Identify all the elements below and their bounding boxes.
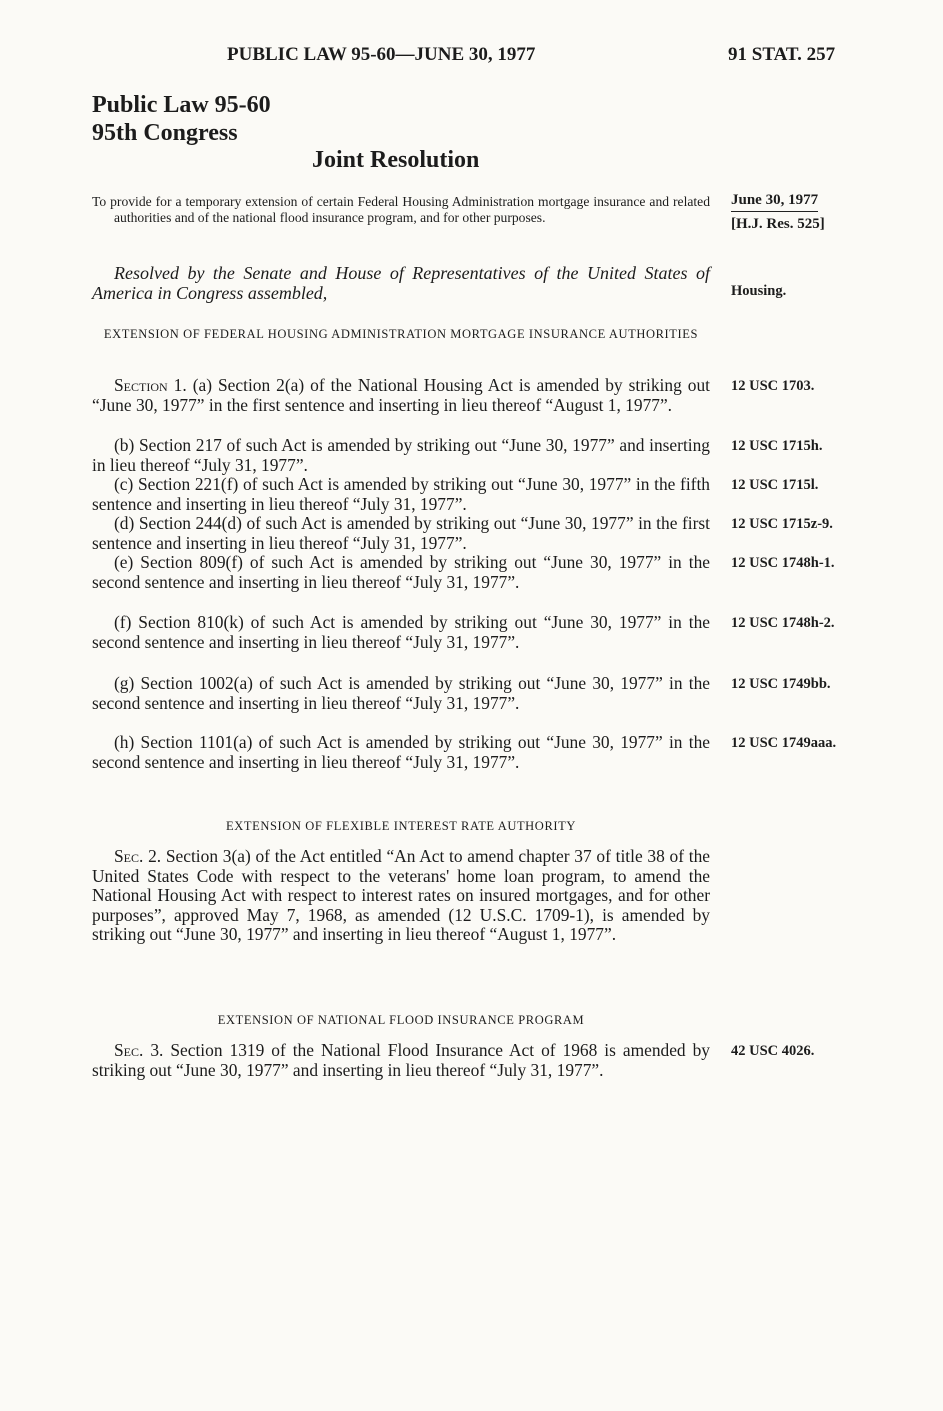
section-text: (d) Section 244(d) of such Act is amended by striking out “June 30, 1977” in the first sentence and inserting in lieu thereof “July 31, 1977”. bbox=[92, 513, 710, 553]
paragraph bbox=[92, 1041, 710, 1080]
paragraph-text bbox=[92, 733, 710, 772]
paragraph bbox=[92, 475, 710, 514]
paragraph-text bbox=[92, 436, 710, 475]
paragraph-text bbox=[92, 376, 710, 415]
bill-number: [H.J. Res. 525] bbox=[731, 216, 825, 232]
section-text: 1. (a) Section 2(a) of the National Housing Act is amended by striking out “June 30, 1977” in the first sentence and inserting in lieu thereof “August 1, 1977”. bbox=[92, 375, 710, 415]
section-heading: EXTENSION OF FLEXIBLE INTEREST RATE AUTHORITY bbox=[225, 819, 577, 833]
margin-citation: 12 USC 1703. bbox=[731, 378, 815, 394]
section-label: Sec. bbox=[114, 1040, 144, 1060]
section-heading: EXTENSION OF FEDERAL HOUSING ADMINISTRATION MORTGAGE INSURANCE AUTHORITIES bbox=[103, 327, 699, 341]
paragraph-text bbox=[92, 847, 710, 945]
margin-citation: 12 USC 1715l. bbox=[731, 477, 819, 493]
paragraph-text bbox=[92, 674, 710, 713]
margin-citation: 12 USC 1715z-9. bbox=[731, 516, 833, 532]
paragraph bbox=[92, 514, 710, 553]
enacting-text: Resolved by the Senate and House of Representatives of the United States of America in Congress assembled, bbox=[92, 263, 710, 303]
section-text: (b) Section 217 of such Act is amended by striking out “June 30, 1977” and inserting in lieu thereof “July 31, 1977”. bbox=[92, 435, 710, 475]
paragraph bbox=[92, 553, 710, 592]
section-label: Sec. bbox=[114, 846, 144, 866]
section-text: 2. Section 3(a) of the Act entitled “An Act to amend chapter 37 of title 38 of the United States Code with respect to the veterans' home loan program, to amend the National Housing Act with respect to interest rates on insured mortgages, and for other purposes”, approved May 7, 1968, as amended (12 U.S.C. 1709-1), is amended by striking out “June 30, 1977” and inserting in lieu thereof “August 1, 1977”. bbox=[92, 846, 710, 945]
document-type: Joint Resolution bbox=[312, 147, 480, 173]
enacting-clause bbox=[92, 263, 710, 303]
paragraph-text bbox=[92, 613, 710, 652]
page-number: 91 STAT. 257 bbox=[728, 44, 836, 65]
enactment-date: June 30, 1977 bbox=[731, 192, 818, 212]
section-text: (c) Section 221(f) of such Act is amended by striking out “June 30, 1977” in the fifth sentence and inserting in lieu thereof “July 31, 1977”. bbox=[92, 474, 710, 514]
section-text: (h) Section 1101(a) of such Act is amended by striking out “June 30, 1977” in the second sentence and inserting in lieu thereof “July 31, 1977”. bbox=[92, 732, 710, 772]
paragraph-text bbox=[92, 553, 710, 592]
paragraph bbox=[92, 674, 710, 713]
section-text: (g) Section 1002(a) of such Act is amended by striking out “June 30, 1977” in the second sentence and inserting in lieu thereof “July 31, 1977”. bbox=[92, 673, 710, 713]
margin-citation: 12 USC 1749aaa. bbox=[731, 735, 837, 751]
paragraph bbox=[92, 613, 710, 652]
congress: 95th Congress bbox=[92, 120, 238, 146]
paragraph bbox=[92, 376, 710, 415]
margin-citation: 12 USC 1748h-2. bbox=[731, 615, 835, 631]
margin-note: Housing. bbox=[731, 283, 787, 299]
margin-citation: 42 USC 4026. bbox=[731, 1043, 815, 1059]
running-header: PUBLIC LAW 95-60—JUNE 30, 1977 bbox=[227, 44, 536, 65]
margin-citation: 12 USC 1715h. bbox=[731, 438, 823, 454]
paragraph bbox=[92, 847, 710, 945]
section-text: 3. Section 1319 of the National Flood Insurance Act of 1968 is amended by striking out “June 30, 1977” and inserting in lieu thereof “July 31, 1977”. bbox=[92, 1040, 710, 1080]
section-text: (e) Section 809(f) of such Act is amended by striking out “June 30, 1977” in the second sentence and inserting in lieu thereof “July 31, 1977”. bbox=[92, 552, 710, 592]
paragraph-text bbox=[92, 514, 710, 553]
purpose: To provide for a temporary extension of certain Federal Housing Administration mortgage insurance and related authorities and of the national flood insurance program, and for other purposes. bbox=[92, 194, 710, 225]
law-number: Public Law 95-60 bbox=[92, 92, 271, 118]
section-label: Section bbox=[114, 375, 168, 395]
paragraph-text bbox=[92, 475, 710, 514]
paragraph-text bbox=[92, 1041, 710, 1080]
paragraph bbox=[92, 436, 710, 475]
paragraph bbox=[92, 733, 710, 772]
section-heading: EXTENSION OF NATIONAL FLOOD INSURANCE PROGRAM bbox=[217, 1013, 585, 1027]
margin-citation: 12 USC 1748h-1. bbox=[731, 555, 835, 571]
section-text: (f) Section 810(k) of such Act is amended by striking out “June 30, 1977” in the second sentence and inserting in lieu thereof “July 31, 1977”. bbox=[92, 612, 710, 652]
margin-citation: 12 USC 1749bb. bbox=[731, 676, 831, 692]
